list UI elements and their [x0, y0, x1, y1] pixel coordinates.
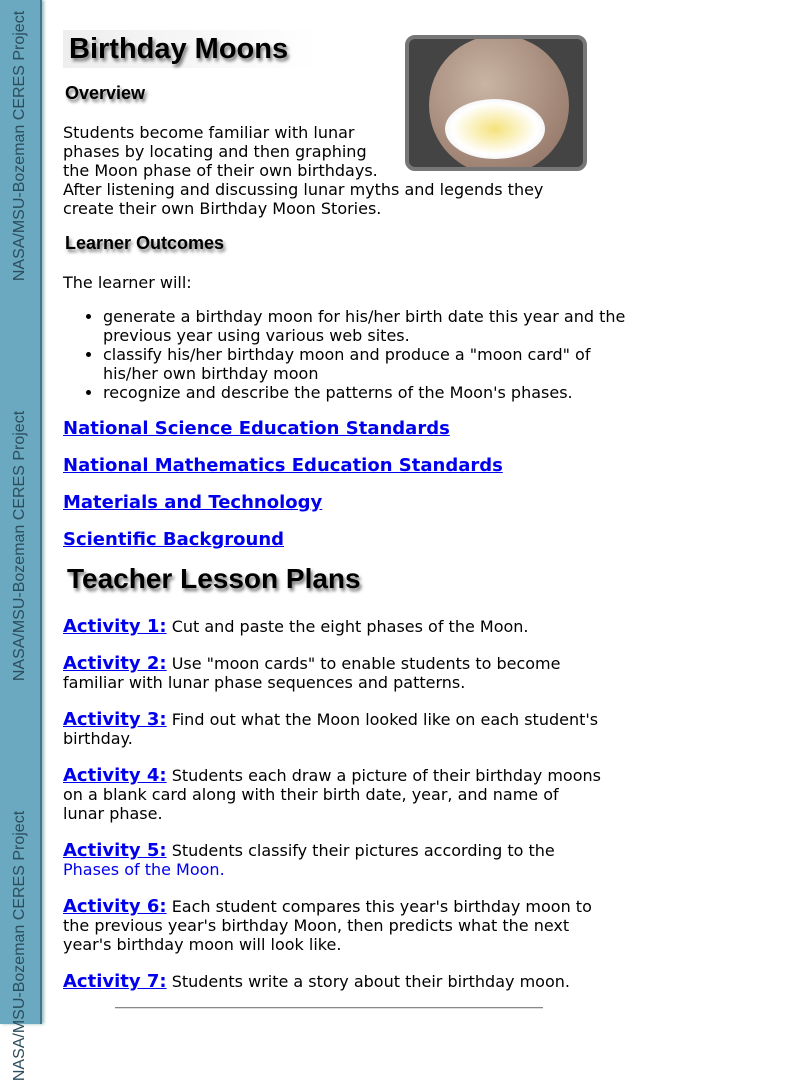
phases-of-moon-link[interactable]: Phases of the Moon. — [63, 860, 225, 879]
activity-text: Use "moon cards" to enable students to become familiar with lunar phase sequences and patterns. — [63, 654, 561, 692]
activity-4 — [63, 766, 603, 823]
activity-link[interactable]: Activity 1: — [63, 616, 167, 637]
activity-link[interactable]: Activity 3: — [63, 709, 167, 730]
link-math-standards[interactable]: National Mathematics Education Standards — [63, 455, 503, 476]
activity-text: Find out what the Moon looked like on each student's birthday. — [63, 710, 599, 748]
lesson-plans-heading: Teacher Lesson Plans — [67, 563, 361, 594]
outcomes-intro: The learner will: — [63, 273, 192, 292]
activity-link[interactable]: Activity 5: — [63, 840, 167, 861]
list-item: • classify his/her birthday moon and produce a "moon card" of his/her own birthday moon — [103, 345, 643, 383]
activity-3 — [63, 710, 603, 748]
activity-link[interactable]: Activity 4: — [63, 765, 167, 786]
birthday-moon-image — [405, 35, 587, 171]
sidebar — [0, 0, 42, 1081]
divider — [115, 1007, 543, 1009]
activity-link[interactable]: Activity 7: — [63, 971, 167, 992]
outcomes-list — [63, 307, 643, 402]
sidebar-label: NASA/MSU-Bozeman CERES Project — [11, 10, 28, 282]
overview-heading: Overview — [65, 83, 146, 103]
sidebar-label: NASA/MSU-Bozeman CERES Project — [11, 410, 28, 682]
page-title: Birthday Moons — [63, 30, 319, 68]
overview-section — [63, 123, 593, 218]
link-science-standards[interactable]: National Science Education Standards — [63, 418, 450, 439]
activity-text: Students classify their pictures according to the — [166, 841, 555, 860]
activity-1 — [63, 617, 603, 636]
link-scientific-background[interactable]: Scientific Background — [63, 529, 285, 550]
activity-link[interactable]: Activity 2: — [63, 653, 167, 674]
list-item: • recognize and describe the patterns of the Moon's phases. — [103, 383, 643, 402]
activity-6 — [63, 897, 603, 954]
list-item: • generate a birthday moon for his/her birth date this year and the previous year using various web sites. — [103, 307, 643, 345]
activity-text: Students write a story about their birthday moon. — [166, 972, 570, 991]
activity-link[interactable]: Activity 6: — [63, 896, 167, 917]
learner-outcomes-heading: Learner Outcomes — [65, 233, 225, 253]
activity-text: Students each draw a picture of their birthday moons on a blank card along with their birth date, year, and name of lunar phase. — [63, 766, 601, 823]
sidebar-label: NASA/MSU-Bozeman CERES Project — [11, 810, 28, 1081]
activity-7 — [63, 972, 603, 991]
overview-text: Students become familiar with lunar phases by locating and then graphing the Moon phase of their own birthdays. After listening and discussing lunar myths and legends they create their own Birthday Moon Stories. — [63, 123, 544, 218]
activity-2 — [63, 654, 603, 692]
activity-text: Cut and paste the eight phases of the Moon. — [166, 617, 529, 636]
activity-text: Each student compares this year's birthday moon to the previous year's birthday Moon, then predicts what the next year's birthday moon will look like. — [63, 897, 592, 954]
activity-5 — [63, 841, 603, 879]
link-materials-technology[interactable]: Materials and Technology — [63, 492, 323, 513]
